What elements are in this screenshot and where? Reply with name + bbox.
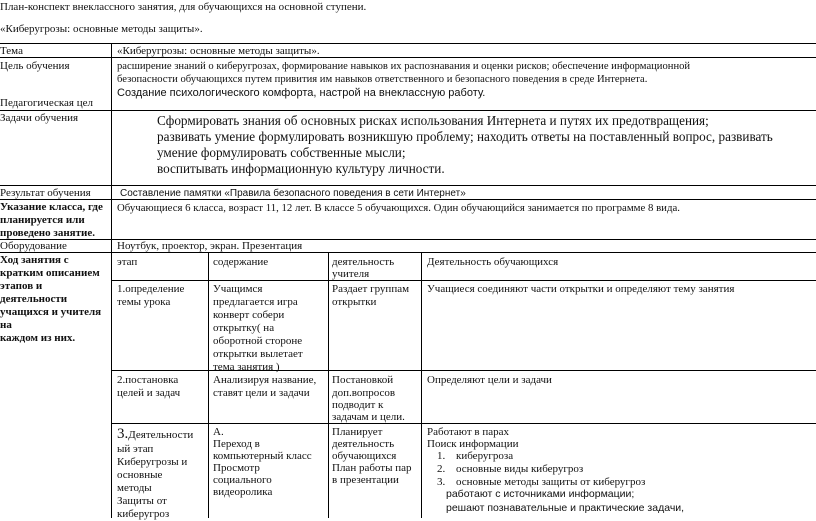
content-header: содержание: [213, 256, 269, 268]
stage-1-content: Учащимся: [213, 283, 263, 295]
stage-3-teacher: деятельность: [332, 438, 395, 450]
class-label: Указание класса, где: [0, 201, 103, 213]
stages-grid-line: [328, 252, 329, 518]
equipment-label: Оборудование: [0, 240, 67, 252]
stage-3-content: видеоролика: [213, 486, 273, 498]
stage-3-content: А.: [213, 426, 224, 438]
stage-2-name: целей и задач: [117, 387, 181, 399]
stage-3-teacher: Планирует: [332, 426, 383, 438]
list-item: 1. киберугроза: [448, 450, 816, 463]
result-value: Составление памятки «Правила безопасного поведения в сети Интернет»: [120, 188, 466, 199]
stage-2-name: 2.постановка: [117, 374, 179, 386]
stage-3-teacher: обучающихся: [332, 450, 397, 462]
stage-1-content: открытки вылетает: [213, 348, 303, 360]
stage-3-number: 3.: [117, 426, 129, 442]
stage-3-students: работают с источниками информации;: [446, 488, 635, 500]
stage-1-name: 1.определение: [117, 283, 185, 295]
stage-3-content: Просмотр: [213, 462, 260, 474]
class-value: Обучающиеся 6 класса, возраст 11, 12 лет. В классе 5 обучающихся. Один обучающийся занимается по программе 8 вида.: [117, 202, 680, 214]
plan-title: План-конспект внеклассного занятия, для обучающихся на основной ступени.: [0, 1, 367, 13]
lesson-flow-label: на: [0, 319, 12, 331]
stage-2-teacher: подводит к: [332, 399, 384, 411]
stage-3-students: Поиск информации: [427, 438, 519, 450]
stage-2-students: Определяют цели и задачи: [427, 374, 552, 386]
stage-3-name: Защиты от: [117, 495, 167, 507]
stage-3-students: решают познавательные и практические задачи,: [446, 502, 685, 514]
grid-line: [0, 43, 816, 44]
stage-3-name: Киберугрозы и: [117, 456, 188, 468]
stage-3-name-text: Деятельности: [128, 429, 194, 441]
stage-3-teacher: План работы пар: [332, 462, 412, 474]
stage-2-content: ставят цели и задачи: [213, 387, 310, 399]
objective-line: умение формулировать собственные мысли;: [157, 145, 406, 160]
topic-label: Тема: [0, 45, 23, 57]
stage-1-name: темы урока: [117, 296, 171, 308]
grid-line: [0, 185, 816, 186]
stages-grid-line: [111, 280, 816, 281]
stage-2-teacher: Постановкой: [332, 374, 394, 386]
lesson-flow-label: каждом из них.: [0, 332, 76, 344]
stage-1-content: открытку( на: [213, 322, 275, 334]
stage-1-content: конверт собери: [213, 309, 285, 321]
lesson-flow-label: Ход занятия с: [0, 254, 69, 266]
goal-value-line: безопасности обучающихся путем привития им навыков ответственного и безопасного поведения в среде Интернета.: [117, 74, 648, 85]
objective-line: развивать умение формулировать возникшую проблему; находить ответы на поставленный вопрос, развивать: [157, 129, 773, 144]
result-label: Результат обучения: [0, 187, 91, 199]
stage-1-teacher: открытки: [332, 296, 377, 308]
stage-1-teacher: Раздает группам: [332, 283, 410, 295]
stage-2-teacher: задачам и цели.: [332, 411, 405, 423]
stage-3-teacher: в презентации: [332, 474, 399, 486]
teacher-activity-header: деятельность: [332, 256, 395, 268]
stage-3-topic-list: [414, 450, 816, 489]
stage-3-students: Работают в парах: [427, 426, 510, 438]
lesson-flow-label: этапов и: [0, 280, 43, 292]
teacher-activity-header: учителя: [332, 268, 370, 280]
pedagogical-goal-label: Педагогическая цел: [0, 97, 93, 109]
objectives-label: Задачи обучения: [0, 112, 79, 124]
equipment-value: Ноутбук, проектор, экран. Презентация: [117, 240, 303, 252]
objective-line: Сформировать знания об основных рисках использования Интернета и путях их предотвращения;: [157, 113, 709, 128]
stage-3-name: ый этап: [117, 443, 154, 455]
goal-label: Цель обучения: [0, 60, 70, 72]
list-item: 2. основные виды киберугроз: [448, 463, 816, 476]
topic-value: «Киберугрозы: основные методы защиты».: [117, 45, 320, 57]
lesson-flow-label: учащихся и учителя: [0, 306, 102, 318]
stage-3-content: Переход в: [213, 438, 260, 450]
grid-line: [0, 110, 816, 111]
pedagogical-goal-value: Создание психологического комфорта, настрой на внеклассную работу.: [117, 87, 486, 99]
stage-1-students: Учащиеся соединяют части открытки и определяют тему занятия: [427, 283, 735, 295]
stage-1-content: предлагается игра: [213, 296, 298, 308]
stage-3-content: социального: [213, 474, 272, 486]
stage-3-name: основные: [117, 469, 163, 481]
stage-3-content: компьютерный класс: [213, 450, 312, 462]
stage-1-content: тема занятия ): [213, 361, 280, 373]
class-label: проведено занятие.: [0, 227, 95, 239]
lesson-flow-label: деятельности: [0, 293, 68, 305]
stage-1-content: оборотной стороне: [213, 335, 303, 347]
lesson-flow-label: кратким описанием: [0, 267, 100, 279]
student-activity-header: Деятельность обучающихся: [427, 256, 559, 268]
class-label: планируется или: [0, 214, 85, 226]
goal-value-line: расширение знаний о киберугрозах, формирование навыков их распознавания и оценки рисков; обеспечение информационной: [117, 61, 691, 72]
stage-2-content: Анализируя название,: [213, 374, 317, 386]
stage-3-name: киберугроз: [117, 508, 170, 520]
stages-grid-line: [111, 423, 816, 424]
lesson-topic-header: «Киберугрозы: основные методы защиты».: [0, 23, 203, 35]
stage-3-name: [117, 426, 193, 443]
list-item: 3. основные методы защиты от киберугроз: [448, 476, 816, 489]
stage-2-teacher: доп.вопросов: [332, 387, 396, 399]
objective-line: воспитывать информационную культуру личности.: [157, 161, 445, 176]
stage-3-name: методы: [117, 482, 152, 494]
stage-header: этап: [117, 256, 138, 268]
stages-grid-line: [208, 252, 209, 518]
